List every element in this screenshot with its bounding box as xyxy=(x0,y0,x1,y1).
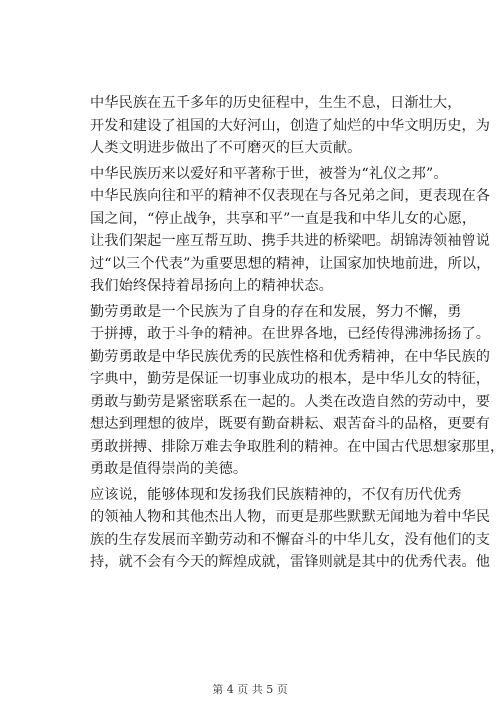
text-line: 勤劳勇敢是一个民族为了自身的存在和发展，努力不懈，勇 xyxy=(90,303,462,320)
text-line: 的领袖人物和其他杰出人物，而更是那些默默无闻地为着中华民 xyxy=(90,509,491,525)
text-line: 勇敢拼搏、排除万难去争取胜利的精神。在中国古代思想家那里， xyxy=(90,438,504,455)
text-line: 让我们架起一座互帮互助、携手共进的桥梁吧。胡锦涛领袖曾说 xyxy=(90,233,491,249)
text-line: 想达到理想的彼岸，既要有勤奋耕耘、艰苦奋斗的品格，更要有 xyxy=(90,416,491,432)
document-body xyxy=(90,92,504,577)
paragraph xyxy=(90,484,491,574)
text-line: 人类文明进步做出了不可磨灭的巨大贡献。 xyxy=(90,140,362,156)
text-line: 应该说，能够体现和发扬我们民族精神的，不仅有历代优秀 xyxy=(90,486,462,503)
text-line: 过“以三个代表”为重要思想的精神，让国家加快地前进，所以， xyxy=(90,255,491,272)
paragraph xyxy=(90,163,491,298)
text-line: 中华民族历来以爱好和平著称于世，被誉为“礼仪之邦”。 xyxy=(90,165,448,182)
text-line: 勇敢与勤劳是紧密联系在一起的。人类在改造自然的劳动中，要 xyxy=(90,393,491,410)
text-line: 族的生存发展而辛勤劳动和不懈奋斗的中华儿女，没有他们的支 xyxy=(90,531,491,548)
text-line: 开发和建设了祖国的大好河山，创造了灿烂的中华文明历史，为 xyxy=(90,117,491,134)
paragraph xyxy=(90,92,491,160)
text-line: 勤劳勇敢是中华民族优秀的民族性格和优秀精神，在中华民族的 xyxy=(90,348,491,365)
text-line: 字典中，勤劳是保证一切事业成功的根本，是中华儿女的特征， xyxy=(90,371,491,387)
text-line: 国之间，“停止战争，共享和平”一直是我和中华儿女的心愿， xyxy=(90,210,477,227)
text-line: 中华民族向往和平的精神不仅表现在与各兄弟之间，更表现在各 xyxy=(90,188,491,204)
text-line: 于拼搏，敢于斗争的精神。在世界各地，已经传得沸沸扬扬了。 xyxy=(90,326,491,342)
text-line: 勇敢是值得崇尚的美德。 xyxy=(90,461,248,477)
text-line: 持，就不会有今天的辉煌成就，雷锋则就是其中的优秀代表。他 xyxy=(90,554,491,570)
paragraph xyxy=(90,301,504,481)
text-line: 中华民族在五千多年的历史征程中，生生不息，日渐壮大， xyxy=(90,95,462,111)
text-line: 我们始终保持着昂扬向上的精神状态。 xyxy=(90,278,333,294)
page-footer: 第 4 页 共 5 页 xyxy=(212,683,288,696)
